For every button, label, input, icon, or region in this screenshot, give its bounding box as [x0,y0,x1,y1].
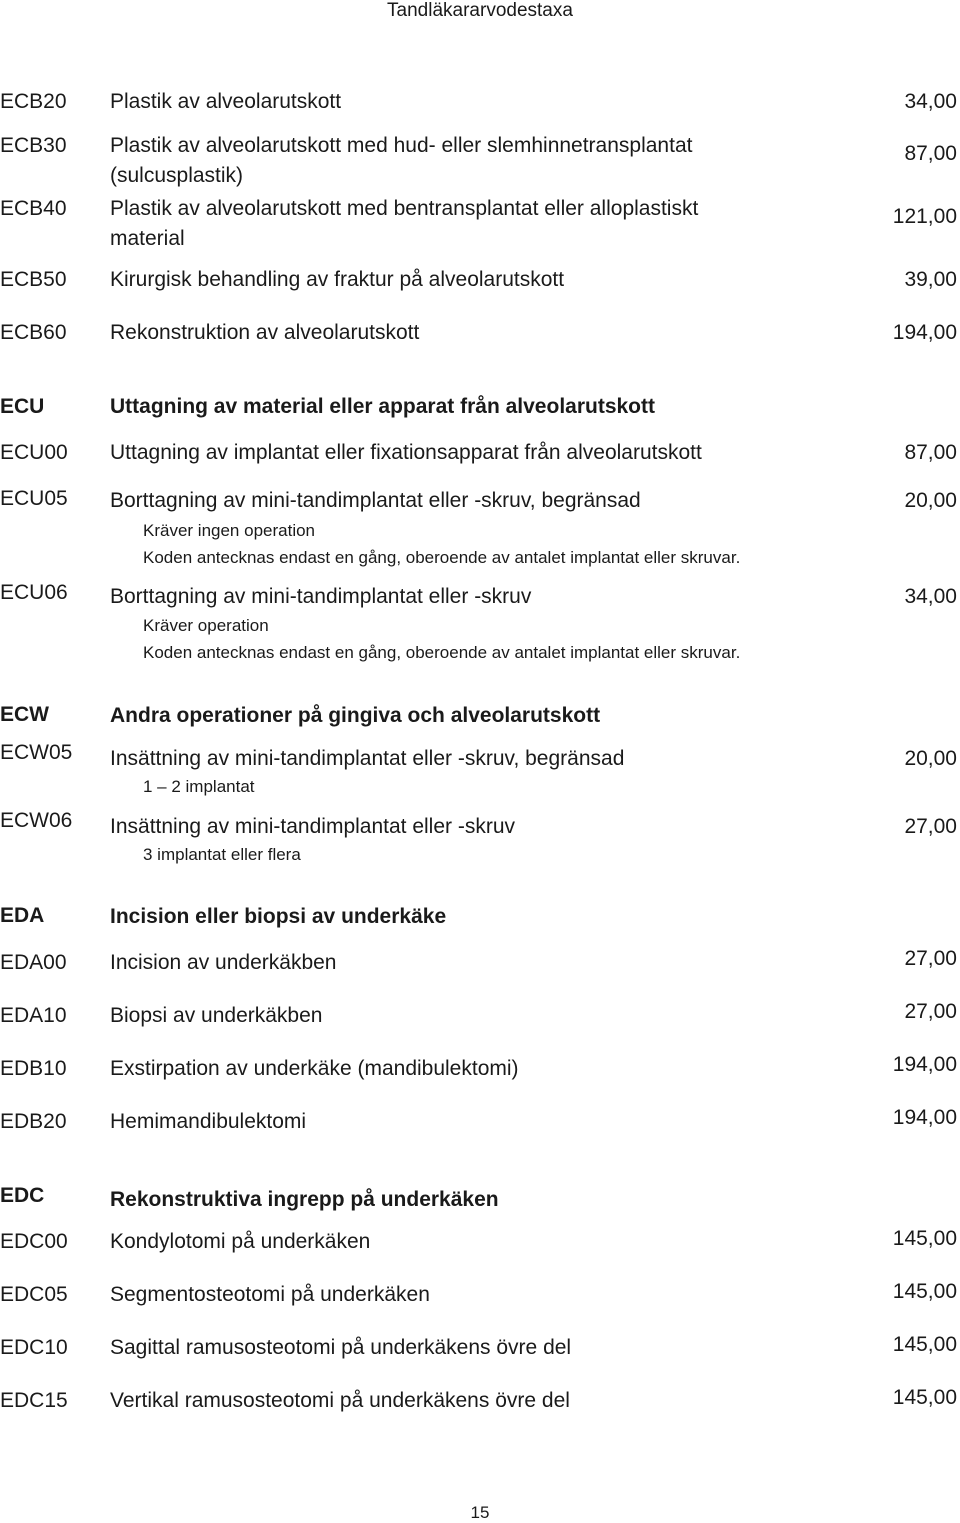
fee-price: 20,00 [904,747,957,770]
fee-price: 34,00 [904,90,957,113]
fee-price: 145,00 [892,1280,957,1303]
fee-description: Borttagning av mini-tandimplantat eller -skruv, begränsad [110,489,641,512]
fee-code: EDC00 [0,1230,68,1253]
fee-description: Uttagning av implantat eller fixationsapparat från alveolarutskott [110,441,702,464]
fee-description-continued: material [110,227,185,250]
section-title: Andra operationer på gingiva och alveolarutskott [110,704,601,727]
fee-description: Biopsi av underkäkben [110,1004,323,1027]
fee-note: Koden antecknas endast en gång, oberoende av antalet implantat eller skruvar. [143,548,741,567]
fee-code: ECU05 [0,487,68,510]
fee-description: Plastik av alveolarutskott med bentransplantat eller alloplastiskt [110,197,699,220]
fee-price: 27,00 [904,947,957,970]
fee-description: Borttagning av mini-tandimplantat eller -skruv [110,585,532,608]
page-header: Tandläkararvodestaxa [387,0,573,21]
fee-description: Exstirpation av underkäke (mandibulektomi) [110,1057,519,1080]
fee-description-continued: (sulcusplastik) [110,164,244,187]
page-number: 15 [470,1503,490,1522]
fee-price: 87,00 [904,142,957,165]
section-title: Rekonstruktiva ingrepp på underkäken [110,1188,499,1211]
fee-description: Vertikal ramusosteotomi på underkäkens övre del [110,1389,570,1412]
section-code: ECU [0,395,45,418]
fee-code: EDB20 [0,1110,67,1133]
fee-description: Insättning av mini-tandimplantat eller -skruv [110,815,516,838]
fee-code: EDC05 [0,1283,68,1306]
fee-description: Segmentosteotomi på underkäken [110,1283,430,1306]
fee-code: ECB60 [0,321,67,344]
fee-price: 39,00 [904,268,957,291]
fee-price: 194,00 [892,1106,957,1129]
fee-price: 34,00 [904,585,957,608]
fee-price: 145,00 [892,1386,957,1409]
fee-price: 121,00 [892,205,957,228]
section-code: EDA [0,904,45,927]
fee-code: ECB30 [0,134,67,157]
fee-code: ECU06 [0,581,68,604]
fee-code: ECB40 [0,197,67,220]
fee-code: ECU00 [0,441,68,464]
fee-description: Plastik av alveolarutskott med hud- eller slemhinnetransplantat [110,134,693,157]
fee-price: 145,00 [892,1333,957,1356]
section-title: Uttagning av material eller apparat från alveolarutskott [110,395,655,418]
fee-code: ECW06 [0,809,73,832]
fee-price: 20,00 [904,489,957,512]
fee-note: Kräver operation [143,616,269,635]
fee-code: EDB10 [0,1057,67,1080]
fee-description: Rekonstruktion av alveolarutskott [110,321,420,344]
fee-price: 194,00 [892,1053,957,1076]
fee-description: Sagittal ramusosteotomi på underkäkens övre del [110,1336,572,1359]
fee-note: 1 – 2 implantat [143,777,255,796]
fee-code: ECB20 [0,90,67,113]
fee-price: 194,00 [892,321,957,344]
section-code: EDC [0,1184,45,1207]
fee-description: Hemimandibulektomi [110,1110,307,1133]
fee-price: 27,00 [904,1000,957,1023]
fee-description: Incision av underkäkben [110,951,337,974]
fee-note: Kräver ingen operation [143,521,316,540]
section-title: Incision eller biopsi av underkäke [110,905,447,928]
fee-note: Koden antecknas endast en gång, oberoende av antalet implantat eller skruvar. [143,643,741,662]
fee-note: 3 implantat eller flera [143,845,301,864]
fee-code: EDC10 [0,1336,68,1359]
fee-price: 87,00 [904,441,957,464]
fee-code: ECB50 [0,268,67,291]
fee-code: ECW05 [0,741,73,764]
fee-description: Insättning av mini-tandimplantat eller -skruv, begränsad [110,747,625,770]
fee-price: 27,00 [904,815,957,838]
fee-price: 145,00 [892,1227,957,1250]
fee-code: EDC15 [0,1389,68,1412]
fee-description: Kondylotomi på underkäken [110,1230,371,1253]
fee-code: EDA10 [0,1004,67,1027]
fee-code: EDA00 [0,951,67,974]
section-code: ECW [0,703,49,726]
fee-description: Plastik av alveolarutskott [110,90,342,113]
fee-description: Kirurgisk behandling av fraktur på alveolarutskott [110,268,565,291]
